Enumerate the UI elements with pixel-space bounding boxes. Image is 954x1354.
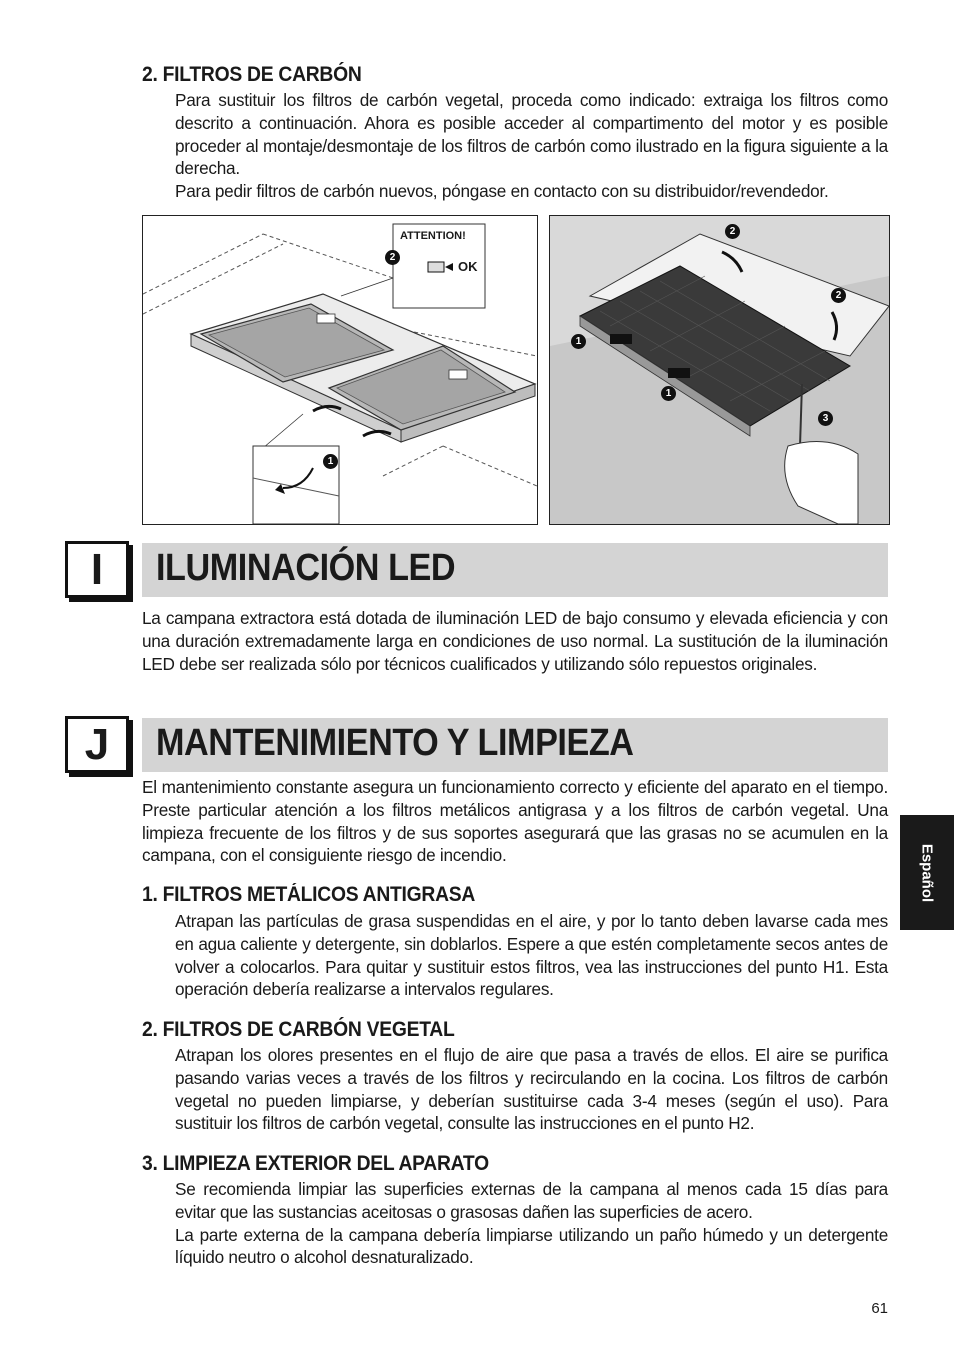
language-tab xyxy=(900,815,954,930)
paragraph: Para sustituir los filtros de carbón vegetal, proceda como indicado: extraiga los filtros como descrito a continuación. Ahora es posible acceder al compartimento del motor y es posible proceder al montaje/desmontaje de los filtros de carbón como ilustrado en la figura siguiente a la derecha. xyxy=(175,90,888,179)
subheading-limpieza-exterior: 3. LIMPIEZA EXTERIOR DEL APARATO xyxy=(142,1152,489,1175)
section-banner-iluminacion xyxy=(142,543,888,597)
figure-carbon-filter xyxy=(549,215,890,525)
callout-2a-badge: 2 xyxy=(725,224,740,239)
filtros-metalicos-text xyxy=(175,910,888,1001)
ok-label: OK xyxy=(458,259,478,274)
callout-2-badge: 2 xyxy=(385,250,400,265)
callout-2b-badge: 2 xyxy=(831,288,846,303)
figure-filter-removal xyxy=(142,215,538,525)
paragraph: El mantenimiento constante asegura un funcionamiento correcto y eficiente del aparato en el tiempo. Preste particular atención a los filtros metálicos antigrasa y a los filtros de carbón vegetal. Una limpieza frecuente de los filtros y de sus soportes asegurará que las grasas no se acumulen en la campana, con el consiguiente riesgo de incendio. xyxy=(142,777,888,866)
section-title: MANTENIMIENTO Y LIMPIEZA xyxy=(156,722,634,764)
paragraph: Atrapan las partículas de grasa suspendidas en el aire, y por lo tanto deben lavarse cada mes en agua caliente y detergente, sin doblarlos. Espere a que estén completamente secos antes de volver a colocarlos. Para quitar y sustituir estos filtros, vea las instrucciones del punto H1. Esta operación debería realizarse a intervalos regulares. xyxy=(175,911,888,1000)
filtros-carbon-text xyxy=(175,89,888,203)
paragraph: Atrapan los olores presentes en el flujo de aire que pasa a través de ellos. El aire se purifica pasando varias veces a través de los filtros y recirculando en la cocina. Los filtros de carbón vegetal no pueden limpiarse, y deberían sustituirse cada 3-4 meses (según el uso). Para sustituir los filtros de carbón vegetal, consulte las instrucciones en el punto H2. xyxy=(175,1045,888,1134)
attention-label: ATTENTION! xyxy=(400,230,466,242)
paragraph: Se recomienda limpiar las superficies externas de la campana al menos cada 15 días para evitar que las sustancias aceitosas o grasosas dañen las superficies de acero. xyxy=(175,1179,888,1222)
language-label: Español xyxy=(918,843,936,902)
paragraph: La campana extractora está dotada de iluminación LED de bajo consumo y elevada eficiencia y con una duración extremadamente larga en condiciones de uso normal. La sustitución de la iluminación LED debe ser realizada sólo por técnicos cualificados y utilizando sólo repuestos originales. xyxy=(142,608,888,674)
callout-1b-badge: 1 xyxy=(661,386,676,401)
subheading-filtros-carbon-vegetal: 2. FILTROS DE CARBÓN VEGETAL xyxy=(142,1018,455,1041)
section-banner-mantenimiento xyxy=(142,718,888,772)
section-title: ILUMINACIÓN LED xyxy=(156,547,456,589)
section-letter-j: J xyxy=(65,716,129,773)
callout-3-badge: 3 xyxy=(818,411,833,426)
carbon-filter-illustration xyxy=(550,216,889,524)
callout-1-badge: 1 xyxy=(323,454,338,469)
section-letter-i: I xyxy=(65,541,129,598)
section-heading-filtros-carbon: 2. FILTROS DE CARBÓN xyxy=(142,63,362,86)
callout-1a-badge: 1 xyxy=(571,334,586,349)
paragraph: Para pedir filtros de carbón nuevos, póngase en contacto con su distribuidor/revendedor. xyxy=(175,181,829,202)
mantenimiento-intro xyxy=(142,776,888,867)
page-number: 61 xyxy=(871,1300,888,1317)
paragraph: La parte externa de la campana debería limpiarse utilizando un paño húmedo y un detergente líquido neutro o alcohol desnaturalizado. xyxy=(175,1224,888,1268)
limpieza-exterior-text xyxy=(175,1178,888,1269)
filtros-carbon-vegetal-text xyxy=(175,1044,888,1135)
iluminacion-text xyxy=(142,607,888,675)
subheading-filtros-metalicos: 1. FILTROS METÁLICOS ANTIGRASA xyxy=(142,883,476,906)
